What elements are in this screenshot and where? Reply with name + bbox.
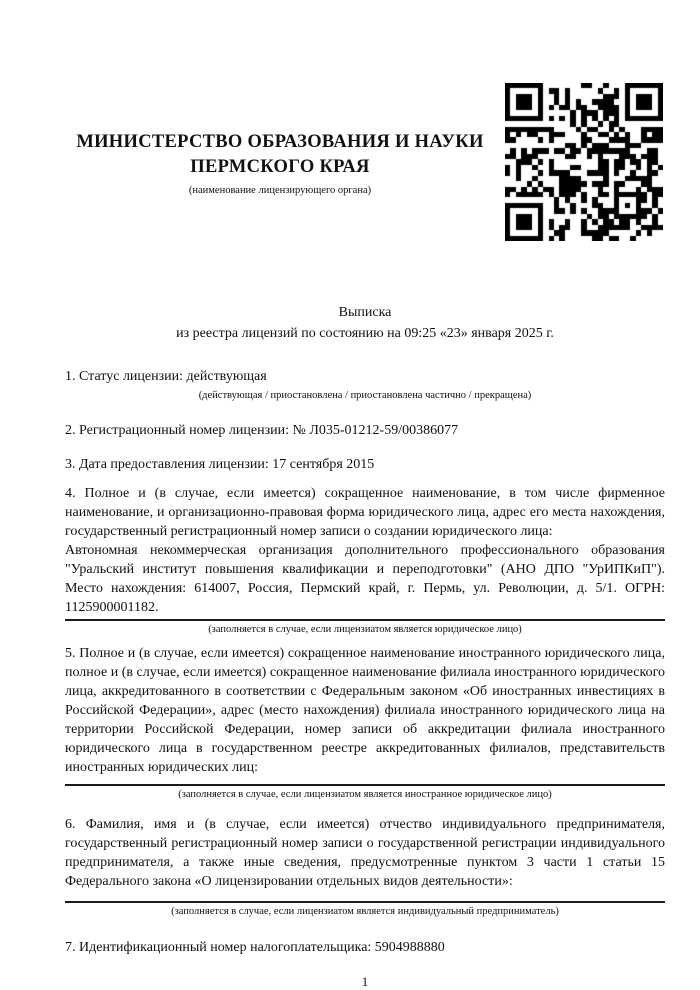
license-item-2-registration-number bbox=[65, 420, 665, 441]
license-status-text: 1. Статус лицензии: действующая bbox=[65, 369, 267, 384]
page-number: 1 bbox=[361, 974, 369, 989]
entrepreneur-caption: (заполняется в случае, если лицензиатом является индивидуальный предприниматель) bbox=[171, 906, 559, 917]
ministry-caption: (наименование лицензирующего органа) bbox=[188, 185, 372, 196]
taxpayer-id-text: 7. Идентификационный номер налогоплательщика: 5904988880 bbox=[65, 940, 445, 955]
entrepreneur-blank-line bbox=[65, 901, 665, 903]
license-status-caption: (действующая / приостановлена / приостановлена частично / прекращена) bbox=[198, 390, 532, 401]
grant-date-text: 3. Дата предоставления лицензии: 17 сентября 2015 bbox=[65, 457, 375, 472]
license-item-3-grant-date bbox=[65, 454, 665, 475]
ministry-name-line1: МИНИСТЕРСТВО ОБРАЗОВАНИЯ И НАУКИ bbox=[76, 132, 484, 152]
document-title-line1: Выписка bbox=[338, 305, 392, 320]
license-item-5-foreign-entity bbox=[65, 644, 665, 802]
ministry-name-line2: ПЕРМСКОГО КРАЯ bbox=[190, 157, 370, 177]
document-title bbox=[65, 0, 665, 344]
entrepreneur-label: 6. Фамилия, имя и (в случае, если имеется) отчество индивидуального предпринимателя, государственный регистрационный номер записи о государственной регистрации индивидуального предпринимателя, а также иные сведения, предусмотренные пунктом 3 части 1 статьи 15 Федерального закона «О лицензировании отдельных видов деятельности»: bbox=[65, 817, 665, 889]
foreign-entity-label: 5. Полное и (в случае, если имеется) сокращенное наименование иностранного юридического лица, полное и (в случае, если имеется) сокращенное наименование филиала иностранного юридического лица, аккредитованного в соответствии с Федеральным законом «Об иностранных инвестициях в Российской Федерации», адрес (место нахождения) филиала иностранного юридического лица на территории Российской Федерации, номер записи об аккредитации филиала иностранного юридического лица в государственном реестре аккредитованных филиалов, представительств иностранных юридических лиц: bbox=[65, 646, 665, 775]
document-body bbox=[65, 0, 665, 990]
foreign-entity-blank-line bbox=[65, 784, 665, 786]
registration-number-text: 2. Регистрационный номер лицензии: № Л035-01212-59/00386077 bbox=[65, 423, 459, 438]
foreign-entity-caption: (заполняется в случае, если лицензиатом является иностранное юридическое лицо) bbox=[178, 789, 552, 800]
legal-entity-value: Автономная некоммерческая организация дополнительного профессионального образования "Уральский институт повышения квалификации и переподготовки" (АНО ДПО "УрИПКиП"). Место нахождения: 614007, Россия, Пермский край, г. Пермь, ул. Революции, д. 5/1. ОГРН: 1125900001182. bbox=[65, 543, 665, 615]
license-item-7-taxpayer-id bbox=[65, 937, 665, 958]
license-item-6-individual-entrepreneur bbox=[65, 815, 665, 919]
legal-entity-underline bbox=[65, 619, 665, 621]
license-item-4-legal-entity bbox=[65, 484, 665, 637]
legal-entity-caption: (заполняется в случае, если лицензиатом является юридическое лицо) bbox=[208, 624, 522, 635]
license-item-1-status bbox=[65, 366, 665, 403]
legal-entity-label: 4. Полное и (в случае, если имеется) сокращенное наименование, в том числе фирменное наименование, и организационно-правовая форма юридического лица, адрес его места нахождения, государственный регистрационный номер записи о создании юридического лица: bbox=[65, 486, 665, 539]
document-title-line2: из реестра лицензий по состоянию на 09:25 «23» января 2025 г. bbox=[176, 326, 554, 341]
